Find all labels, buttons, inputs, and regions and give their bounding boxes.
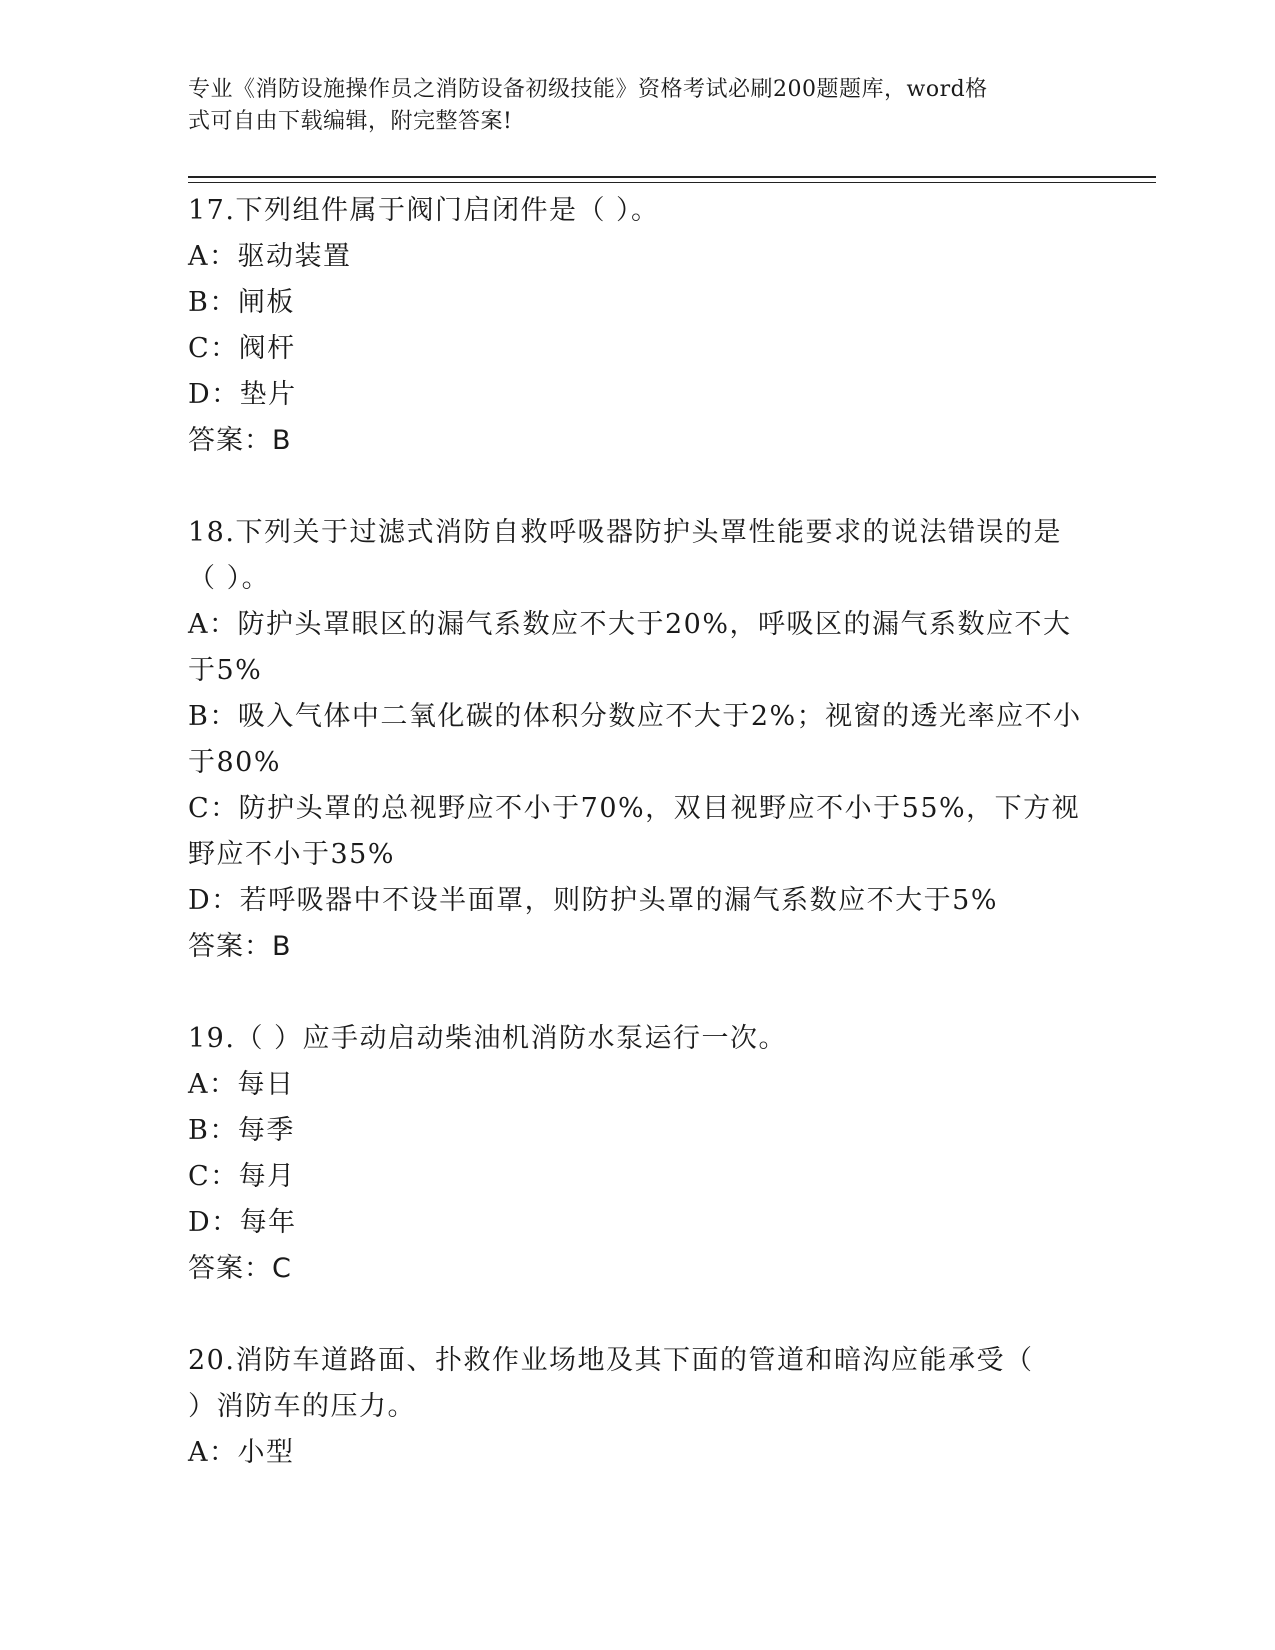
option-a: A：驱动装置 [188,241,352,272]
option-a-line-1: A：防护头罩眼区的漏气系数应不大于20%，呼吸区的漏气系数应不大 [188,609,1072,640]
answer-label: 答案：C [188,1253,292,1284]
option-b: B：每季 [188,1115,295,1146]
option-a-line-2: 于5% [188,655,263,686]
option-b-line-2: 于80% [188,747,282,778]
question-list [188,188,1088,1522]
option-d: D：垫片 [188,379,297,410]
header-line-2: 式可自由下载编辑，附完整答案! [188,109,513,134]
option-a: A：小型 [188,1437,295,1468]
option-a: A：每日 [188,1069,295,1100]
question-stem-line-2: （ ）。 [188,563,271,594]
answer-label: 答案：B [188,425,292,456]
question-stem: 19.（ ）应手动启动柴油机消防水泵运行一次。 [188,1023,788,1054]
option-d: D：每年 [188,1207,297,1238]
question-stem-line-2: ）消防车的压力。 [188,1391,416,1422]
header-divider-thick [188,176,1156,178]
header-line-1: 专业《消防设施操作员之消防设备初级技能》资格考试必刷200题题库，word格 [188,77,988,102]
question-17 [188,188,1088,464]
question-stem-line-1: 20.消防车道路面、扑救作业场地及其下面的管道和暗沟应能承受（ [188,1345,1034,1376]
option-b-line-1: B：吸入气体中二氧化碳的体积分数应不大于2%；视窗的透光率应不小 [188,701,1082,732]
answer-label: 答案：B [188,931,292,962]
option-c: C：阀杆 [188,333,296,364]
question-stem: 17.下列组件属于阀门启闭件是（ ）。 [188,195,660,226]
question-18 [188,510,1088,970]
question-20 [188,1338,1088,1476]
option-c-line-2: 野应不小于35% [188,839,396,870]
question-19 [188,1016,1088,1292]
document-header [188,74,1068,138]
option-c: C：每月 [188,1161,296,1192]
header-divider-thin [188,182,1156,183]
question-stem-line-1: 18.下列关于过滤式消防自救呼吸器防护头罩性能要求的说法错误的是 [188,517,1062,548]
option-b: B：闸板 [188,287,295,318]
option-d: D：若呼吸器中不设半面罩，则防护头罩的漏气系数应不大于5% [188,885,998,916]
option-c-line-1: C：防护头罩的总视野应不小于70%，双目视野应不小于55%，下方视 [188,793,1081,824]
